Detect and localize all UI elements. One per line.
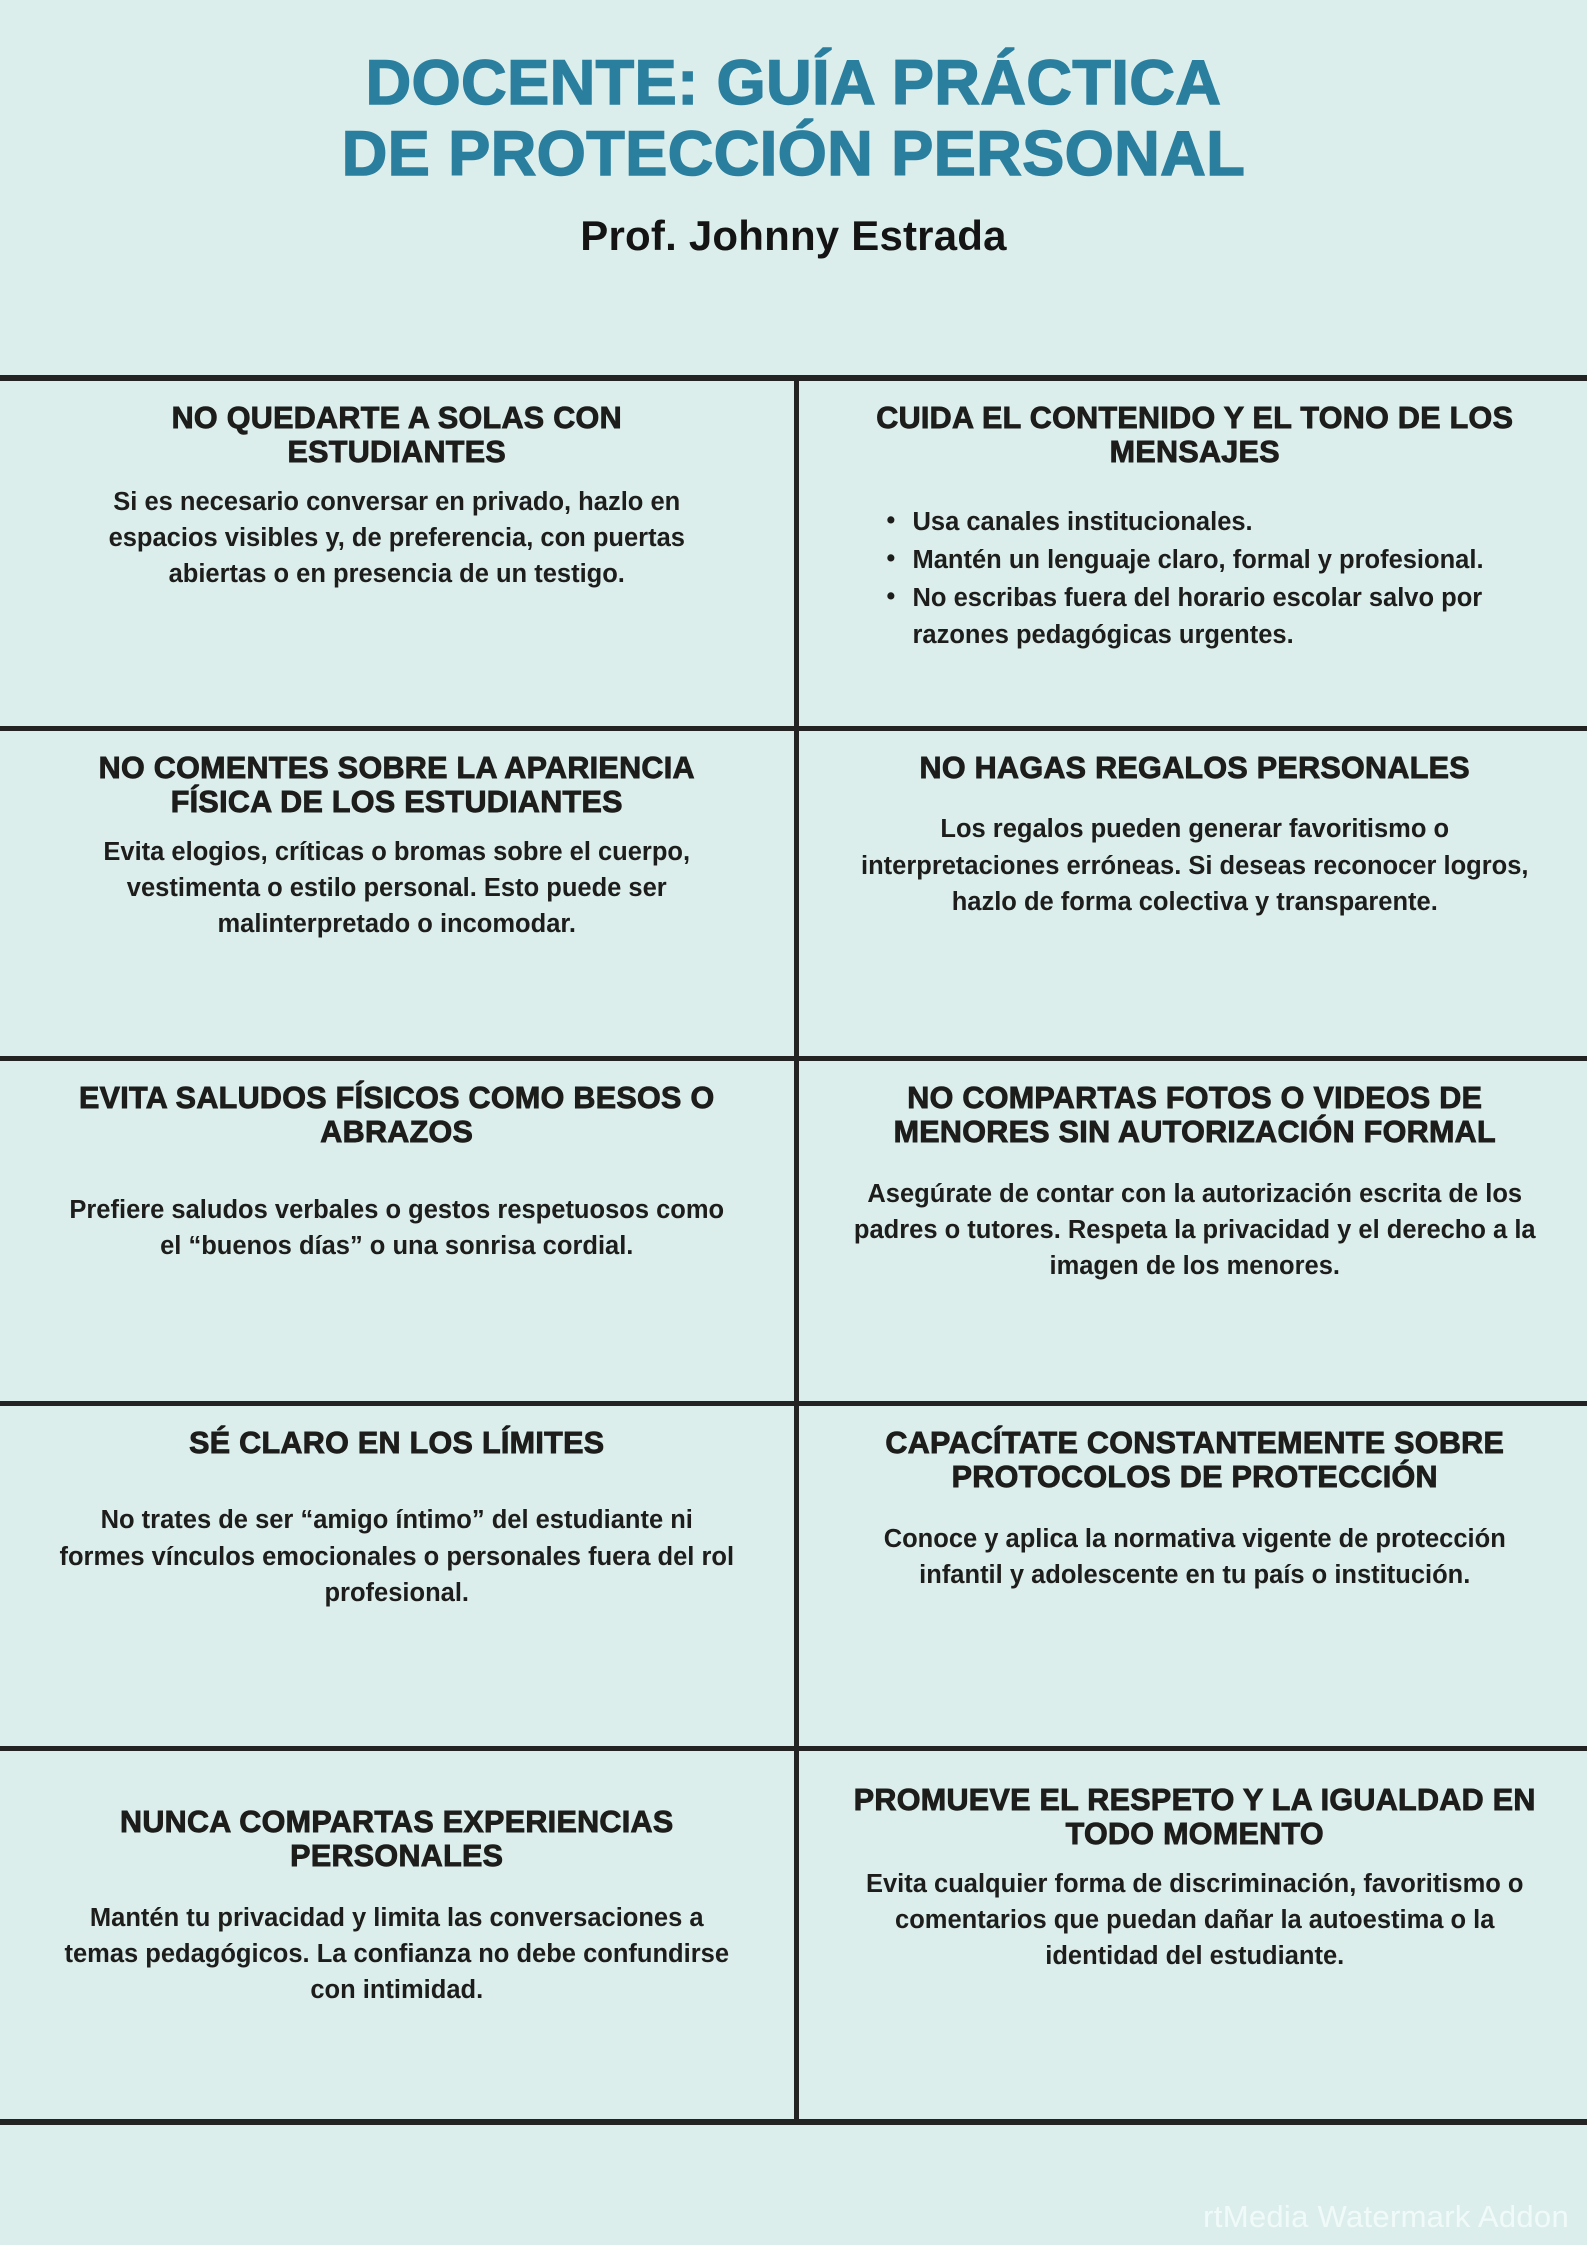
list-item: • No escribas fuera del horario escolar salvo por razones pedagógicas urgentes. <box>887 580 1538 652</box>
tips-row <box>0 1406 1587 1751</box>
tip-card-3 <box>0 731 794 1056</box>
page-title-line-1: DOCENTE: GUÍA PRÁCTICA <box>365 48 1222 118</box>
tip-card-2 <box>794 381 1587 726</box>
tip-body: Si es necesario conversar en privado, hazlo en espacios visibles y, de preferencia, con puertas abiertas o en presencia de un testigo. <box>108 487 685 589</box>
tips-row <box>0 381 1587 731</box>
tip-title: NO QUEDARTE A SOLAS CON ESTUDIANTES <box>171 401 622 470</box>
tips-row <box>0 1751 1587 2125</box>
tip-body: Evita cualquier forma de discriminación, favoritismo o comentarios que puedan dañar la autoestima o la identidad del estudiante. <box>865 1869 1524 1971</box>
tip-bullet-list <box>853 504 1538 653</box>
tip-title: NO COMENTES SOBRE LA APARIENCIA FÍSICA DE LOS ESTUDIANTES <box>98 751 695 820</box>
tips-row <box>0 1061 1587 1406</box>
author-subtitle: Prof. Johnny Estrada <box>580 212 1007 260</box>
tip-title: PROMUEVE EL RESPETO Y LA IGUALDAD EN TODO MOMENTO <box>853 1783 1536 1852</box>
tip-title: SÉ CLARO EN LOS LÍMITES <box>189 1426 605 1460</box>
poster-footer <box>0 2125 1587 2245</box>
tip-body: No trates de ser “amigo íntimo” del estudiante ni formes vínculos emocionales o personales fuera del rol profesional. <box>59 1506 735 1607</box>
tip-body: Conoce y aplica la normativa vigente de protección infantil y adolescente en tu país o institución. <box>883 1524 1506 1590</box>
tip-body: Asegúrate de contar con la autorización escrita de los padres o tutores. Respeta la privacidad y el derecho a la imagen de los menores. <box>853 1179 1536 1281</box>
tip-body: Evita elogios, críticas o bromas sobre el cuerpo, vestimenta o estilo personal. Esto puede ser malinterpretado o incomodar. <box>103 837 691 939</box>
tip-body: Prefiere saludos verbales o gestos respetuosos como el “buenos días” o una sonrisa cordial. <box>69 1195 725 1261</box>
tip-title: NUNCA COMPARTAS EXPERIENCIAS PERSONALES <box>120 1805 674 1874</box>
tip-title: NO COMPARTAS FOTOS O VIDEOS DE MENORES SIN AUTORIZACIÓN FORMAL <box>893 1081 1496 1150</box>
tip-title: NO HAGAS REGALOS PERSONALES <box>919 751 1470 785</box>
tip-body: Mantén tu privacidad y limita las conversaciones a temas pedagógicos. La confianza no debe confundirse con intimidad. <box>64 1903 730 2005</box>
tip-card-6 <box>794 1061 1587 1401</box>
tip-card-8 <box>794 1406 1587 1746</box>
tips-row <box>0 731 1587 1061</box>
tip-title: EVITA SALUDOS FÍSICOS COMO BESOS O ABRAZOS <box>78 1081 715 1150</box>
tip-title: CAPACÍTATE CONSTANTEMENTE SOBRE PROTOCOLOS DE PROTECCIÓN <box>885 1426 1505 1495</box>
page-title <box>60 48 1527 189</box>
tip-card-5 <box>0 1061 794 1401</box>
list-item: • Usa canales institucionales. <box>887 504 1538 540</box>
list-item: • Mantén un lenguaje claro, formal y profesional. <box>887 542 1538 578</box>
tip-title: CUIDA EL CONTENIDO Y EL TONO DE LOS MENSAJES <box>876 401 1514 470</box>
watermark-text: rtMedia Watermark Addon <box>1203 2199 1569 2234</box>
tip-card-7 <box>0 1406 794 1746</box>
tip-card-10 <box>794 1751 1587 2125</box>
tip-card-9 <box>0 1751 794 2125</box>
tip-card-1 <box>0 381 794 726</box>
page-title-line-2: DE PROTECCIÓN PERSONAL <box>341 118 1246 189</box>
tips-grid <box>0 375 1587 2125</box>
tip-card-4 <box>794 731 1587 1056</box>
poster-header <box>0 0 1587 375</box>
tip-body: Los regalos pueden generar favoritismo o interpretaciones erróneas. Si deseas reconocer logros, hazlo de forma colectiva y transparente. <box>860 815 1529 916</box>
